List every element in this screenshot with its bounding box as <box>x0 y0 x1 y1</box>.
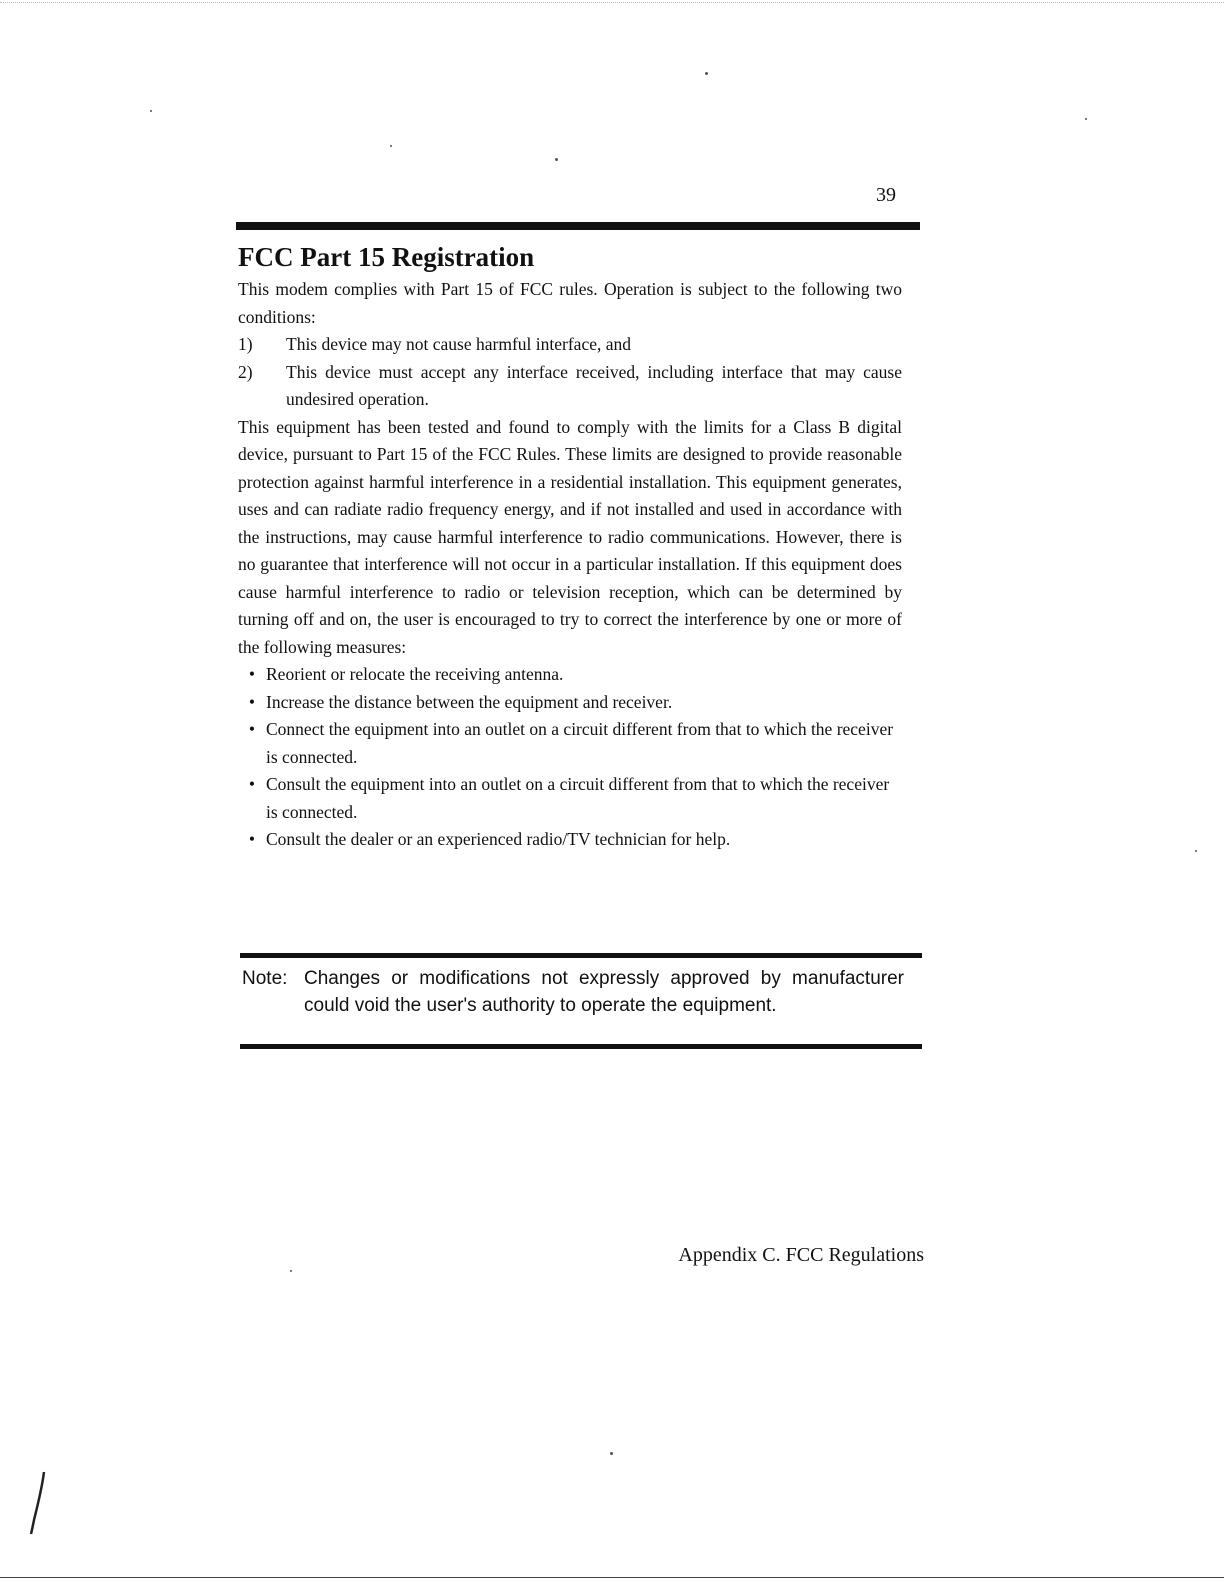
list-text: Increase the distance between the equipment and receiver. <box>266 691 673 712</box>
list-text: Connect the equipment into an outlet on a circuit different from that to which the receiver is connected. <box>266 719 894 767</box>
measures-list <box>238 661 902 854</box>
note-box <box>242 965 904 1019</box>
list-item <box>238 689 902 717</box>
header-rule <box>236 222 920 230</box>
list-text: Consult the dealer or an experienced radio/TV technician for help. <box>266 829 731 849</box>
list-item <box>238 661 902 689</box>
scan-edge-top <box>0 2 1224 5</box>
bullet-icon: • <box>248 719 256 739</box>
list-text: This device may not cause harmful interface, and <box>286 334 631 354</box>
page-number: 39 <box>876 184 896 206</box>
compliance-paragraph: This equipment has been tested and found to comply with the limits for a Class B digital device, pursuant to Part 15 of the FCC Rules. These limits are designed to provide reasonable protection against harmful interference in a residential installation. This equipment generates, uses and can radiate radio frequency energy, and if not installed and used in accordance with the instructions, may cause harmful interference to radio communications. However, there is no guarantee that interference will not occur in a particular installation. If this equipment does cause harmful interference to radio or television reception, which can be determined by turning off and on, the user is encouraged to try to correct the interference by one or more of the following measures: <box>238 416 902 657</box>
note-rule-bottom <box>240 1044 922 1049</box>
bullet-icon: • <box>248 829 256 849</box>
scan-speck <box>390 145 392 147</box>
conditions-list <box>238 331 902 414</box>
scan-speck <box>150 110 152 112</box>
list-text: This device must accept any interface received, including interface that may cause undesired operation. <box>286 361 902 409</box>
bullet-icon: • <box>248 664 256 684</box>
scan-speck <box>1085 118 1087 120</box>
list-item <box>238 771 902 826</box>
scan-speck <box>555 158 558 161</box>
note-rule-top <box>240 953 922 958</box>
footer-text: Appendix C. FCC Regulations <box>678 1244 924 1266</box>
list-item <box>238 359 902 414</box>
bullet-icon: • <box>248 774 256 794</box>
intro-paragraph: This modem complies with Part 15 of FCC rules. Operation is subject to the following two conditions: <box>238 279 902 327</box>
list-number: 2) <box>238 361 253 382</box>
pen-mark-icon <box>28 1470 50 1536</box>
section-title: FCC Part 15 Registration <box>238 242 535 272</box>
scan-speck <box>610 1452 613 1455</box>
body-text <box>238 276 902 854</box>
scan-speck <box>290 1270 292 1272</box>
scan-speck <box>1195 850 1197 852</box>
list-item <box>238 826 902 854</box>
note-label: Note: <box>242 968 288 989</box>
list-item <box>238 331 902 359</box>
scan-edge-bottom <box>0 1577 1224 1578</box>
note-text: Changes or modifications not expressly approved by manufacturer could void the user's authority to operate the equipment. <box>304 968 904 1016</box>
list-text: Reorient or relocate the receiving antenna. <box>266 664 564 684</box>
list-item <box>238 716 902 771</box>
bullet-icon: • <box>248 691 256 712</box>
scan-speck <box>705 72 708 75</box>
list-number: 1) <box>238 334 253 354</box>
list-text: Consult the equipment into an outlet on a circuit different from that to which the receiver is connected. <box>266 774 890 822</box>
